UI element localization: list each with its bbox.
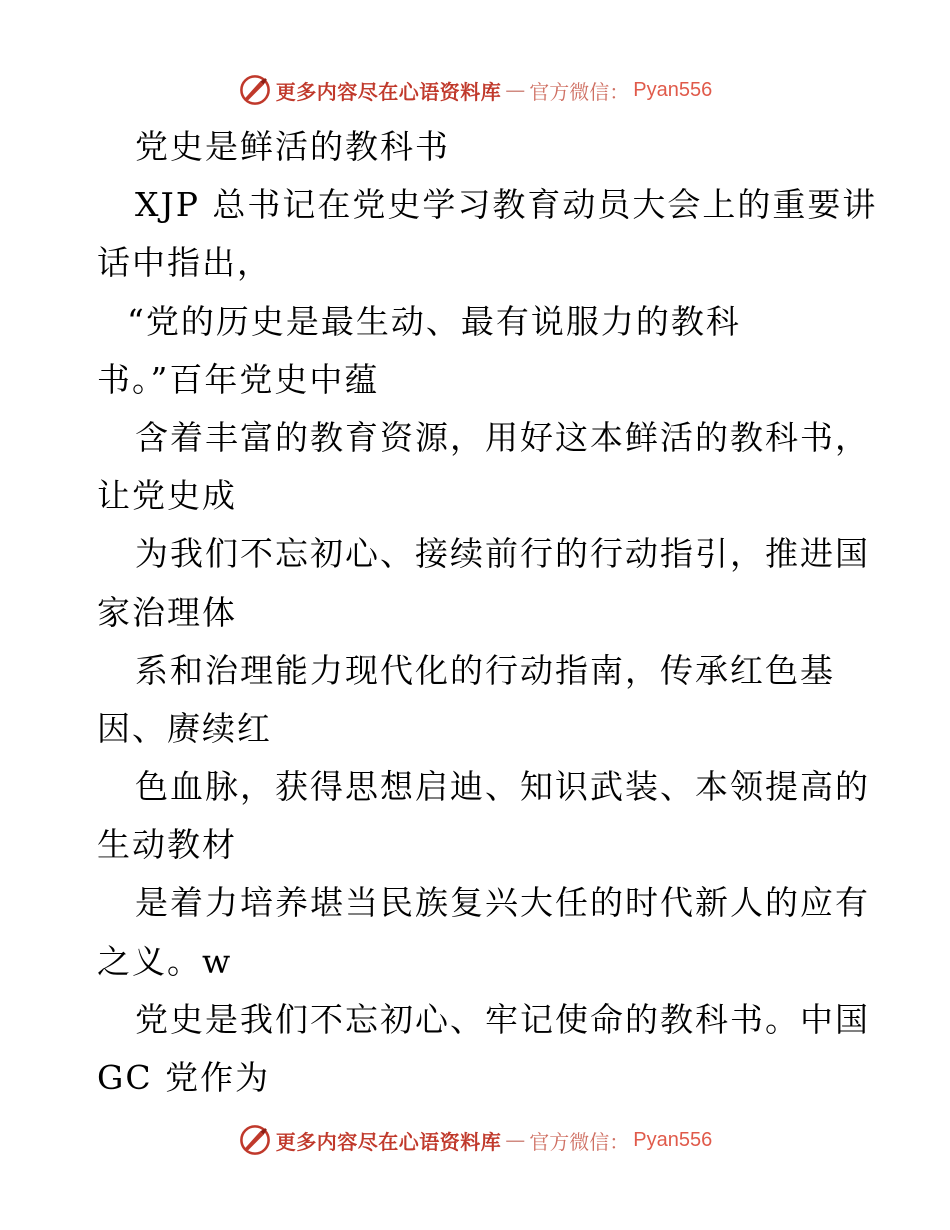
header-banner (0, 70, 950, 110)
header-banner-separator: — (505, 78, 526, 102)
doc-line: 为我们不忘初心、接续前行的行动指引，推进国 (135, 534, 870, 574)
header-banner-wechat-id: Pyan556 (633, 78, 713, 101)
doc-line: 话中指出， (97, 243, 272, 283)
header-banner-wechat-label: 官方微信： (529, 79, 630, 104)
footer-banner-wechat-label: 官方微信： (529, 1129, 630, 1154)
doc-line: 书。”百年党史中蕴 (97, 359, 380, 399)
doc-line: 让党史成 (97, 476, 237, 516)
doc-line: “党的历史是最生动、最有说服力的教科 (127, 301, 741, 341)
doc-line: 因、赓续红 (97, 708, 272, 748)
doc-line: 党史是我们不忘初心、牢记使命的教科书。中国 (135, 999, 870, 1039)
header-banner-inner (238, 73, 712, 107)
document-body (97, 118, 878, 1107)
doc-line: XJP 总书记在党史学习教育动员大会上的重要讲 (135, 185, 878, 225)
footer-banner-separator: — (505, 1128, 526, 1152)
doc-line: 家治理体 (97, 592, 237, 632)
doc-line: 含着丰富的教育资源，用好这本鲜活的教科书， (135, 417, 870, 457)
doc-line: 色血脉，获得思想启迪、知识武装、本领提高的 (135, 767, 870, 807)
footer-banner-inner (238, 1123, 712, 1157)
doc-line: GC 党作为 (97, 1058, 271, 1097)
pen-nib-logo-icon (238, 73, 272, 107)
footer-banner-text: 更多内容尽在心语资料库 (275, 1129, 502, 1154)
doc-line: 党史是鲜活的教科书 (135, 127, 450, 166)
doc-line: 生动教材 (97, 825, 237, 865)
doc-line: 是着力培养堪当民族复兴大任的时代新人的应有 (135, 883, 870, 923)
footer-banner (0, 1120, 950, 1160)
doc-line: 之义。w (97, 941, 233, 981)
header-banner-text: 更多内容尽在心语资料库 (275, 79, 502, 104)
doc-line: 系和治理能力现代化的行动指南，传承红色基 (135, 650, 835, 690)
footer-banner-wechat-id: Pyan556 (633, 1128, 713, 1151)
pen-nib-logo-icon (238, 1123, 272, 1157)
